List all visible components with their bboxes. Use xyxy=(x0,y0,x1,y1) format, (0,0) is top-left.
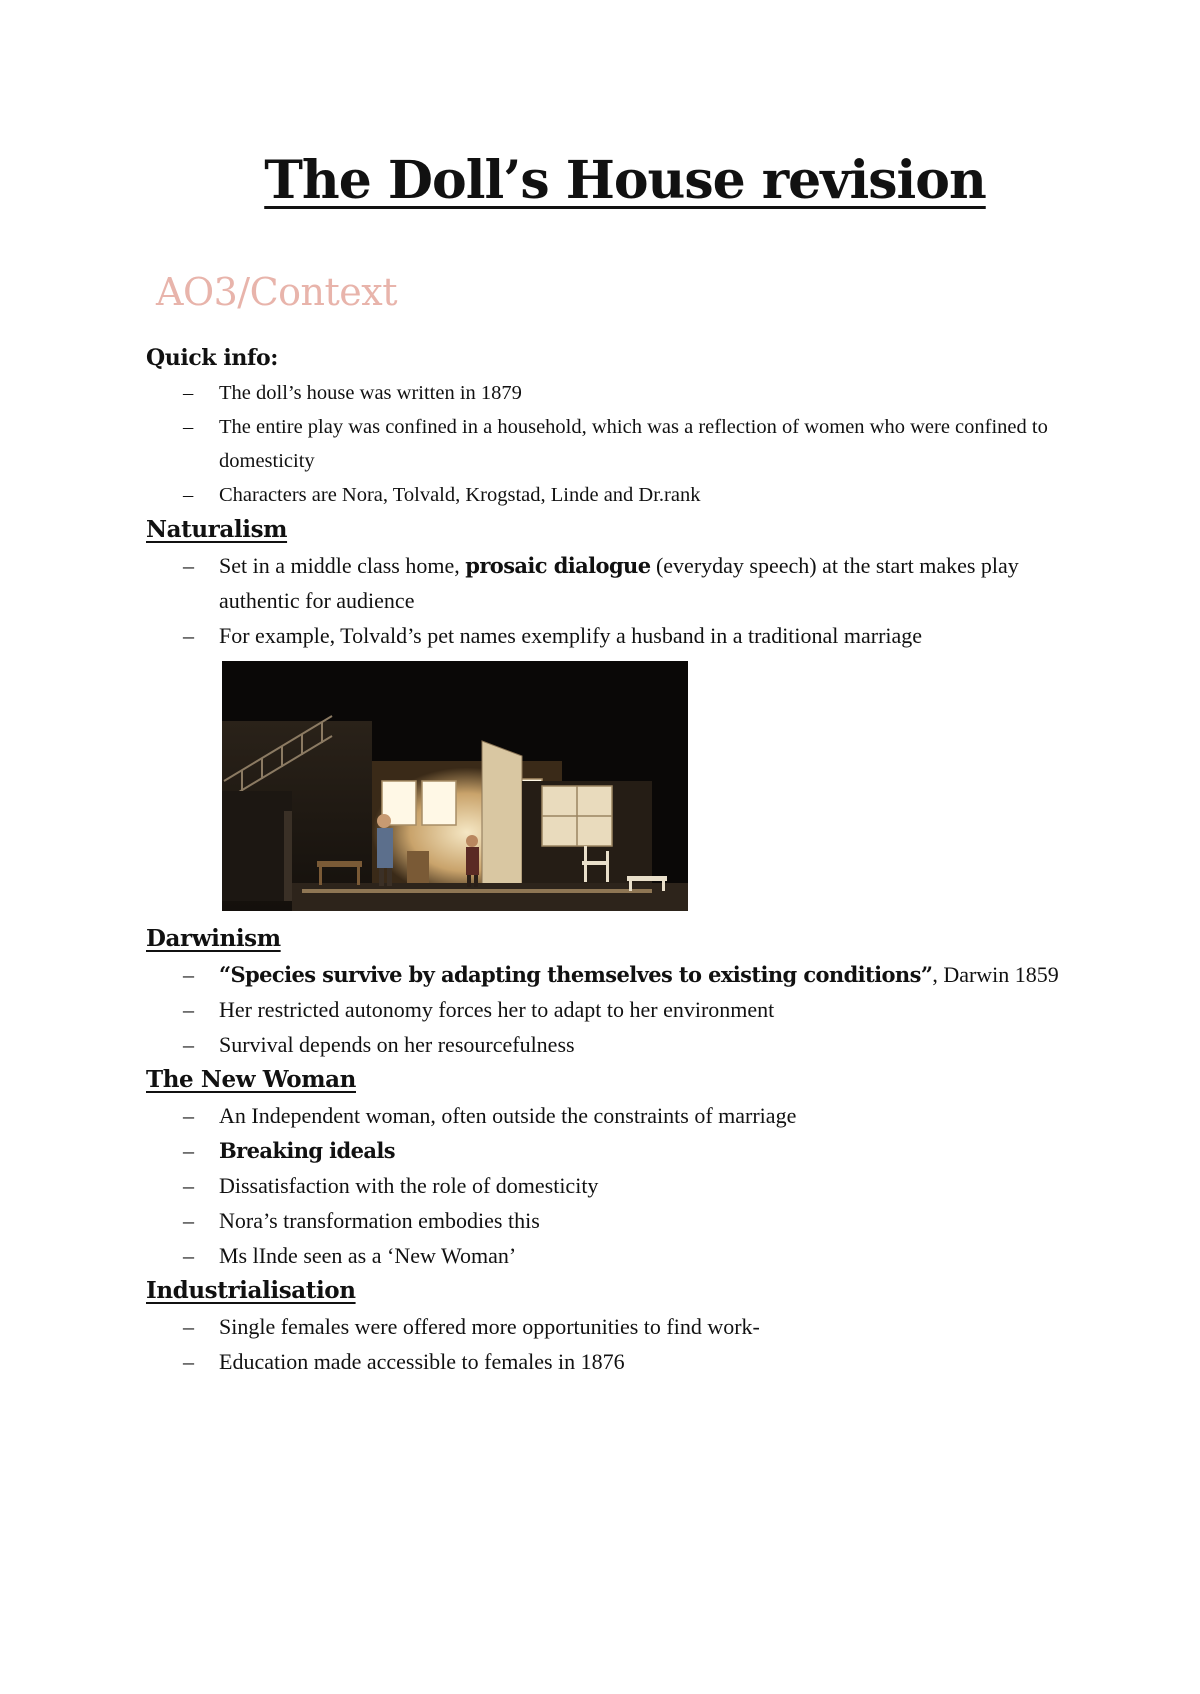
stage-set-illustration xyxy=(222,661,688,911)
bold-term: Breaking ideals xyxy=(219,1138,396,1163)
list-item: – Nora’s transformation embodies this xyxy=(219,1203,1076,1238)
document-body xyxy=(146,340,1076,1379)
text-span: Set in a middle class home, xyxy=(219,553,466,578)
list-item: – Single females were offered more opportunities to find work- xyxy=(219,1309,1076,1344)
industrialisation-list xyxy=(146,1309,1076,1379)
list-item: – Ms lInde seen as a ‘New Woman’ xyxy=(219,1238,1076,1273)
list-item: – Her restricted autonomy forces her to adapt to her environment xyxy=(219,992,1076,1027)
list-item: – The doll’s house was written in 1879 xyxy=(219,376,1076,410)
list-item: – For example, Tolvald’s pet names exemplify a husband in a traditional marriage xyxy=(219,618,1076,653)
darwinism-list xyxy=(146,957,1076,1062)
naturalism-list xyxy=(146,548,1076,653)
bold-term: prosaic dialogue xyxy=(465,553,651,578)
new-woman-list xyxy=(146,1098,1076,1273)
naturalism-heading: Naturalism xyxy=(146,516,288,543)
list-item xyxy=(219,1133,1076,1168)
quick-info-heading: Quick info: xyxy=(146,345,279,371)
text-span: (everyday speech) at the start makes play authentic for audience xyxy=(219,553,1019,613)
stage-set-photo xyxy=(222,661,688,911)
list-item xyxy=(219,957,1076,992)
document-title xyxy=(0,150,1200,211)
text-span: , Darwin 1859 xyxy=(932,962,1059,987)
industrialisation-heading: Industrialisation xyxy=(146,1277,356,1304)
list-item: – Education made accessible to females in 1876 xyxy=(219,1344,1076,1379)
list-item xyxy=(219,548,1076,618)
list-item: – Dissatisfaction with the role of domesticity xyxy=(219,1168,1076,1203)
new-woman-heading: The New Woman xyxy=(146,1066,356,1093)
section-heading: AO3/Context xyxy=(156,270,397,314)
list-item: – The entire play was confined in a household, which was a reflection of women who were confined to domesticity xyxy=(219,410,1076,478)
document-title-text: The Doll’s House revision xyxy=(264,150,986,211)
list-item: – Characters are Nora, Tolvald, Krogstad, Linde and Dr.rank xyxy=(219,478,1076,512)
list-item: – Survival depends on her resourcefulness xyxy=(219,1027,1076,1062)
bold-quote: “Species survive by adapting themselves to existing conditions” xyxy=(219,962,933,987)
darwinism-heading: Darwinism xyxy=(146,925,281,952)
list-item: – An Independent woman, often outside the constraints of marriage xyxy=(219,1098,1076,1133)
quick-info-list xyxy=(146,376,1076,512)
